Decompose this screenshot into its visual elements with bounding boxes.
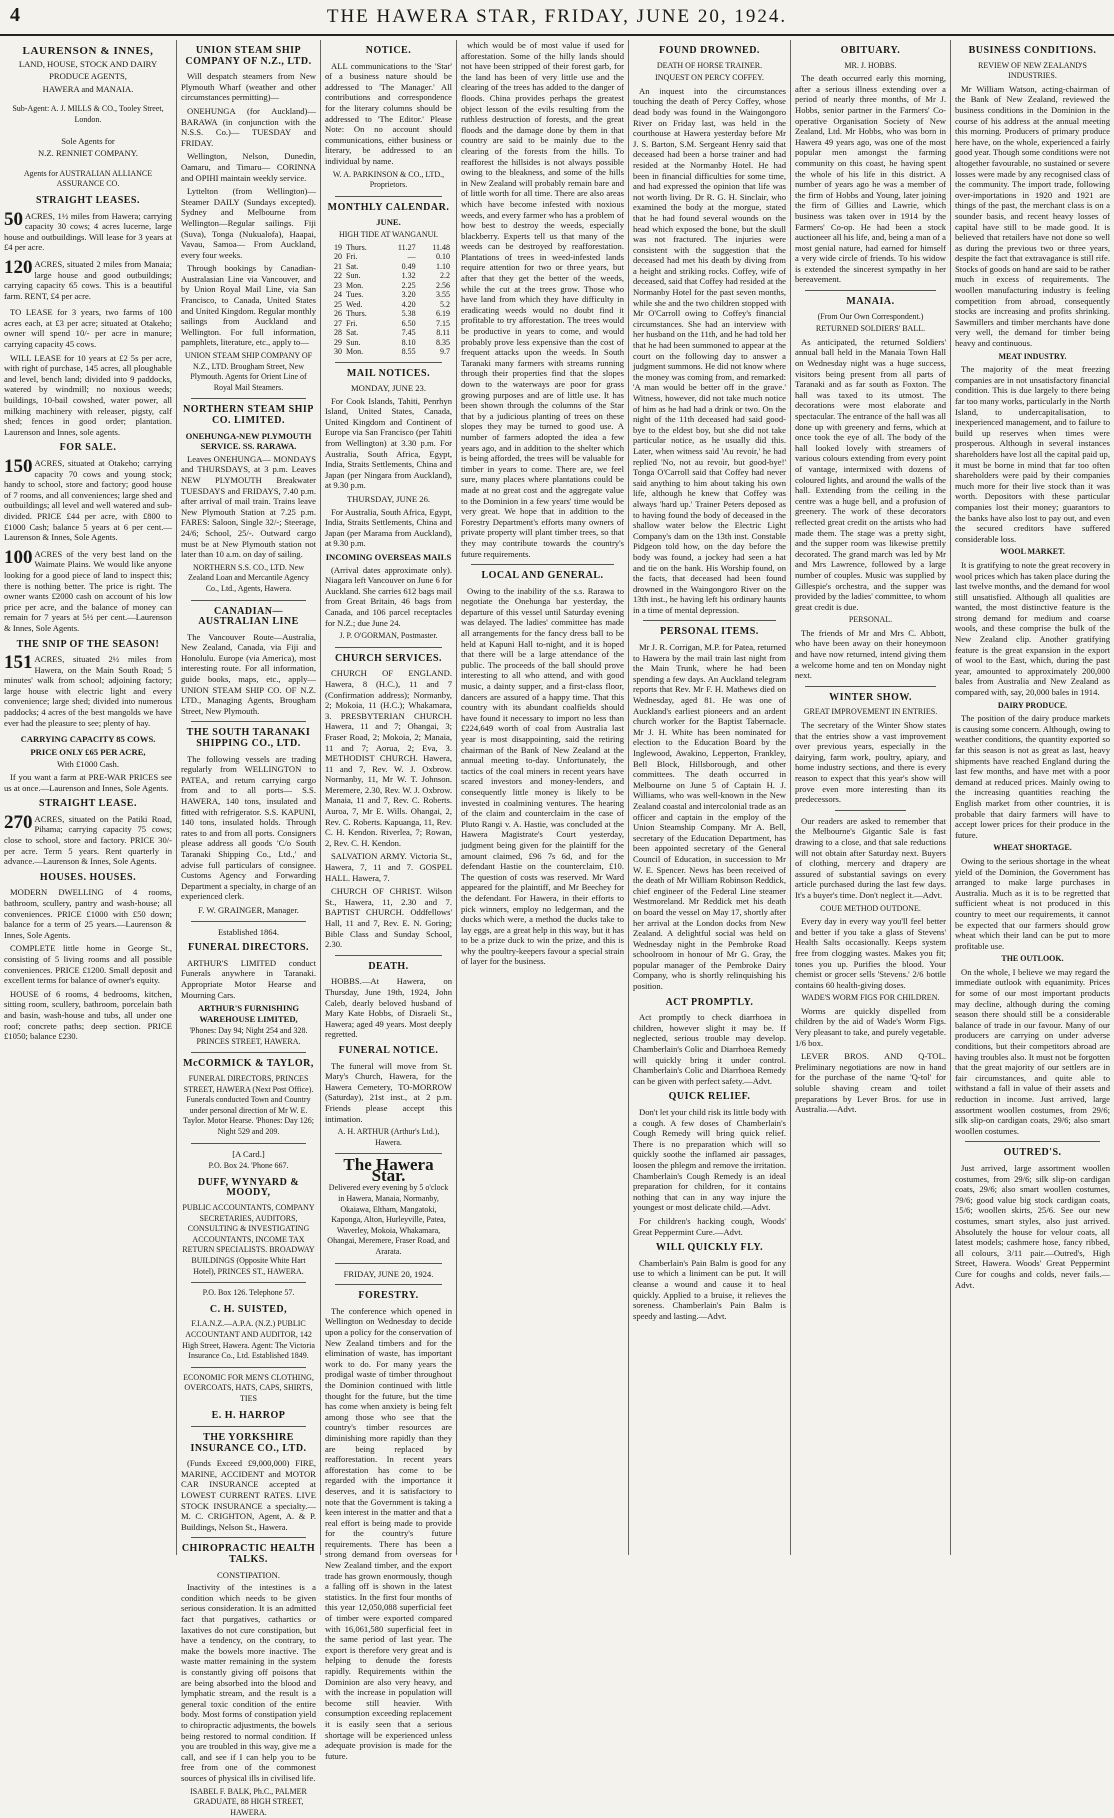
listing-145-acres: WILL LEASE for 10 years at £2 5s per acre, with right of purchase, 145 acres, all ploughable and level, bench land; divided into 9 paddocks, watered by windmill; no noxious weeds; buildings, 10-bail cowshed, water power, all milking machinery with releaser, pigsty, calf shed; fences in good order; plantation. Laurenson and Innes, sole agents.: [4, 353, 172, 438]
found-drowned-sub2: INQUEST ON PERCY COFFEY.: [633, 73, 786, 84]
divider: [335, 955, 442, 956]
tide-row: [325, 290, 452, 300]
quick-relief-body: Don't let your child risk its little body with a cough. A few doses of Chamberlain's Cough Remedy will bring quick relief. There is no preparation which will so quickly soothe the inflamed air passages, loosen the phlegm and remove the irritation. Chamberlain's Cough Remedy is an ideal preparation for children, for it contains nothing that can in any way injure the youngest or most delicate child.—Advt.: [633, 1107, 786, 1213]
tide-cell: Thurs.: [344, 243, 383, 253]
business-conditions-sub: REVIEW OF NEW ZEALAND'S INDUSTRIES.: [955, 61, 1110, 82]
chiro-sign: ISABEL F. BALK, Ph.C., PALMER GRADUATE, 88 HIGH STREET, HAWERA.: [181, 1787, 316, 1818]
chiro-heading: CHIROPRACTIC HEALTH TALKS.: [181, 1544, 316, 1565]
straight-lease-heading: STRAIGHT LEASE.: [4, 799, 172, 810]
tide-cell: Tues.: [344, 290, 383, 300]
usc-body: Will despatch steamers from New Plymouth Wharf (weather and other circumstances permitting)—: [181, 71, 316, 103]
houses-heading: HOUSES. HOUSES.: [4, 873, 172, 884]
business-conditions-body: Mr William Watson, acting-chairman of the Bank of New Zealand, reviewed the business conditions in the Dominion in the course of his address at the annual meeting this morning. Producers of primary produce here have, on the whole, experienced a fairly good year. Though some conditions were not altogether favourable, no sustained or severe losses were made by any recognised class of the community. The import trade, following over-importations in 1920 and 1921 are things of the past, the merchant class is on a sounder basis, and recent heavy losses of capital have still to be made good. It is believed that retailers have not done so well as during the previous two or three years, despite the fact that extravagance is still rife. Stocks of goods on hand are said to be rather much in excess of requirements. The woollen manufacturing industry is feeling competition from abroad, consequently stocks are increasing and profits shrinking. Sawmillers and timber merchants have done very well, the demand for timber being heavy and continuous.: [955, 84, 1110, 349]
quick-relief-heading: QUICK RELIEF.: [633, 1092, 786, 1103]
manaia-personal-heading: PERSONAL.: [795, 615, 946, 626]
harrop-heading: ECONOMIC FOR MEN'S CLOTHING, OVERCOATS, HATS, CAPS, SHIRTS, TIES: [181, 1373, 316, 1405]
notice-heading: NOTICE.: [325, 46, 452, 57]
column-2: [176, 40, 320, 1555]
house-listing-1: MODERN DWELLING of 4 rooms, bathroom, scullery, pantry and wash-house; all conveniences. PRICE £1000 with £50 down; balance for a term of 25 years.—Laurenson & Innes, Sole Agents.: [4, 887, 172, 940]
tide-cell: 6.19: [418, 309, 452, 319]
tide-cell: 20: [325, 252, 344, 262]
arthurs-warehouse: ARTHUR'S FURNISHING WAREHOUSE LIMITED,: [181, 1003, 316, 1024]
house-listing-2: COMPLETE little home in George St., consisting of 5 living rooms and all possible conveniences. PRICE £1200. Small deposit and excellent terms for balance of owner's equity.: [4, 943, 172, 985]
duff-wynyard-body: PUBLIC ACCOUNTANTS, COMPANY SECRETARIES, AUDITORS, CONSULTING & INVESTIGATING ACCOUNTANTS, INCOME TAX RETURN SPECIALISTS. BROADWAY BUILDINGS (Opposite White Hart Hotel), PRINCES ST., HAWERA.: [181, 1203, 316, 1277]
mail-heading: MAIL NOTICES.: [325, 369, 452, 380]
mail-monday-body: For Cook Islands, Tahiti, Penrhyn Island, United States, Canada, United Kingdom and Continent of Europe via San Francisco (per Tahiti from Wellington) at 3.30 p.m. For Australia, South Africa, Egypt, India, Straits Settlements, China and Japan (per Ningara from Auckland), at 9.30 p.m.: [325, 396, 452, 491]
divider: [335, 1284, 442, 1285]
wool-heading: WOOL MARKET.: [955, 547, 1110, 558]
tide-cell: 21: [325, 262, 344, 272]
outlook-heading: THE OUTLOOK.: [955, 954, 1110, 965]
sole-agents: Sole Agents for: [4, 136, 172, 147]
sub-agents: Sub-Agent: A. J. MILLS & CO., Tooley Street, London.: [4, 104, 172, 125]
will-quickly-fly-heading: WILL QUICKLY FLY.: [633, 1243, 786, 1254]
tide-cell: 8.10: [383, 338, 417, 348]
funeral-directors-heading: FUNERAL DIRECTORS.: [181, 943, 316, 954]
divider: [191, 721, 306, 722]
laurenson-line-3: HAWERA and MANAIA.: [4, 84, 172, 95]
prewar-prices: If you want a farm at PRE-WAR PRICES see us at once.—Laurenson and Innes, Sole Agents.: [4, 772, 172, 793]
listing-270-acres: 270 ACRES, situated on the Patiki Road, Pihama; carrying capacity 75 cows; close to school, store and factory. PRICE 30/- per acre. Term 5 years. Rent quarterly in advance.—Laurenson & Innes, Sole Agents.: [4, 814, 172, 867]
column-4: [456, 40, 628, 1555]
local-general-body: Owing to the inability of the s.s. Rarawa to negotiate the Onehunga bar yesterday, the departure of this vessel until Saturday evening was delayed. The ladies' committee has made all arrangements for the fancy dress ball to be held at Kapuni Hall to-night, and it is hoped that there will be a large attendance of the public. The proceeds of the ball should prove interesting to all who attend, and with good music, a dainty supper, and a first-class floor, dancers are assured of a happy time. That this country with its abundant coalfields should have found it necessary to import no less than £224,649 worth of coal from Australia last year is most disappointing, said the retiring chairman of the Bank of New Zealand at the annual meeting to-day. Unfortunately, the tactics of the coal miners in recent years have scared investors and money-lenders, and consequently little money is likely to be invested in coalmining ventures. The hearing of the claim and counterclaim in the case of Pluto Rangi v. A. Hastie, was concluded at the Hawera Magistrate's Court yesterday, judgment being given for the plaintiff for the amount claimed, £96 7s 6d, and for the defendant Hastie on the counterclaim, £10. The question of costs was reserved. Mr Ward appeared for the plaintiff, and Mr Beechey for the defendant. For Hawera, in their efforts to pick winners, employ no ledgerman, and the ducks which were, a method the ducks take to lay eggs, are a great help in this way, but it has to be a prize duck to win the prize, and this is why the poultry-keepers favour a special strain of layer for the business.: [461, 586, 624, 967]
tide-cell: 8.35: [418, 338, 452, 348]
divider: [191, 398, 306, 399]
tide-cell: 9.7: [418, 347, 452, 357]
tide-cell: 2.56: [418, 281, 452, 291]
tide-row: [325, 243, 452, 253]
nss-sub: ONEHUNGA-NEW PLYMOUTH SERVICE. SS. RARAWA.: [181, 431, 316, 452]
divider: [805, 290, 936, 291]
tide-cell: Sat.: [344, 328, 383, 338]
column-1: [0, 40, 176, 1555]
masthead: [0, 0, 1114, 36]
obituary-sub: MR. J. HOBBS.: [795, 61, 946, 72]
tide-cell: 27: [325, 319, 344, 329]
tide-cell: 0.49: [383, 262, 417, 272]
suisted-body: F.I.A.N.Z.—A.P.A. (N.Z.) PUBLIC ACCOUNTANT AND AUDITOR, 142 High Street, Hawera. Agent: The Victoria Insurance Co., Ltd. Established 1849.: [181, 1319, 316, 1361]
outlook-body: On the whole, I believe we may regard the immediate outlook with equanimity. Prices for some of our most important products may decline, although during the coming season there should still be a considerable balance of trade in our favour. Many of our producers are carrying on under adverse conditions, but their competitors abroad are having troubles also. It must not be forgotten that the great majority of our settlers are in fair circumstances, and quite able to withstand a fall in value of their assets and reduction in income. Just arrived, large assortment woollen costumes, from 29/6; silk slip-on cardigan coats, 29/6; also smart woollen costumes.: [955, 967, 1110, 1137]
column-5: [628, 40, 790, 1555]
tide-row: [325, 300, 452, 310]
price-only: PRICE ONLY £65 PER ACRE,: [4, 747, 172, 758]
divider: [191, 1282, 306, 1283]
act-promptly-heading: ACT PROMPTLY.: [633, 998, 786, 1009]
tide-cell: Thurs.: [344, 309, 383, 319]
tide-cell: 4.20: [383, 300, 417, 310]
calendar-tide-heading: HIGH TIDE AT WANGANUI.: [325, 230, 452, 241]
meat-body: The majority of the meat freezing companies are in not unsatisfactory financial condition. This is due largely to there being far too many works, particularly in the North Island, to undercapitalisation, to inexperienced management, and to failure to build up reserves when times were prosperous. Although in several instances shareholders have lost all the capital paid up, it must be borne in mind that far too often shareholders were paid by their companies much more for their live stock than it was worth. Depositors with these particular companies lost their money; guarantors to the banks have also lost to pay out, and even the secured creditors have suffered considerable loss.: [955, 364, 1110, 544]
tide-cell: 11.48: [418, 243, 452, 253]
alliance-agents: Agents for AUSTRALIAN ALLIANCE ASSURANCE CO.: [4, 169, 172, 190]
winter-show-sub: GREAT IMPROVEMENT IN ENTRIES.: [795, 707, 946, 718]
divider: [965, 1141, 1100, 1142]
divider: [835, 810, 906, 811]
tide-row: [325, 319, 452, 329]
arthurs-body: ARTHUR'S LIMITED conduct Funerals anywhere in Taranaki. Appropriate Motor Hearse and Mourning Cars.: [181, 958, 316, 1000]
local-general-heading: LOCAL AND GENERAL.: [461, 571, 624, 582]
rennet-company: N.Z. RENNIET COMPANY.: [4, 148, 172, 159]
incoming-heading: INCOMING OVERSEAS MAILS: [325, 552, 452, 563]
po-box-126: P.O. Box 126. Telephone 57.: [181, 1288, 316, 1299]
manaia-heading: MANAIA.: [795, 297, 946, 308]
will-quickly-fly-body: Chamberlain's Pain Balm is good for any use to which a liniment can be put. It will cleanse a wound and cause it to heal quickly. Applied to a bruise, it relieves the soreness. Chamberlain's Pain Balm is speedy and lasting.—Advt.: [633, 1258, 786, 1322]
tide-cell: 25: [325, 300, 344, 310]
incoming-sign: J. P. O'GORMAN, Postmaster.: [325, 631, 452, 642]
usc-sign: UNION STEAM SHIP COMPANY OF N.Z., LTD. Brougham Street, New Plymouth. Agents for Orient Line of Royal Mail Steamers.: [181, 351, 316, 393]
church-of-christ: CHURCH OF CHRIST. Wilson St., Hawera, 11, 2.30 and 7. BAPTIST CHURCH. Oddfellows' Hall, 11 and 7, Rev. E. N. Goring; Bible Class and Sunday School, 2.30.: [325, 886, 452, 950]
divider: [191, 921, 306, 922]
notice-body: ALL communications to the 'Star' of a business nature should be addressed to 'The Manager.' All contributions and correspondence for the literary columns should be addressed to 'The Editor.' Please Note: On no account should communications, either business or literary, be addressed to an individual by name.: [325, 61, 452, 167]
yorkshire-body: (Funds Exceed £9,000,000) FIRE, MARINE, ACCIDENT and MOTOR CAR INSURANCE accepted at LOWEST CURRENT RATES. LIVE STOCK INSURANCE a specialty.— M. C. CRIGHTON, Agent, A. & P. Buildings, Nelson St., Hawera.: [181, 1458, 316, 1532]
wheat-heading: WHEAT SHORTAGE.: [955, 843, 1110, 854]
chiro-sub: CONSTIPATION.: [181, 1570, 316, 1581]
notice-sign: W. A. PARKINSON & CO., LTD., Proprietors.: [325, 170, 452, 191]
tide-cell: 3.20: [383, 290, 417, 300]
tide-cell: 1.10: [418, 262, 452, 272]
carrying-capacity: CARRYING CAPACITY 85 COWS.: [4, 734, 172, 745]
outreds-heading: OUTRED'S.: [955, 1148, 1110, 1159]
established: Established 1864.: [181, 927, 316, 938]
usc-through: Through bookings by Canadian-Australasian Line via Vancouver, and by Union Royal Mail Line, via San Francisco, to Canada, United States and United Kingdom. Regular monthly sailings from Auckland and Wellington. For full information, pamphlets, literature, etc., apply to—: [181, 263, 316, 348]
mccormick-title: McCORMICK & TAYLOR,: [181, 1059, 316, 1070]
church-heading: CHURCH SERVICES.: [325, 654, 452, 665]
tide-cell: 5.2: [418, 300, 452, 310]
laurenson-title: LAURENSON & INNES,: [4, 46, 172, 57]
south-taranaki-sign: F. W. GRAINGER, Manager.: [181, 905, 316, 916]
usc-onehunga: ONEHUNGA (for Auckland)— BARAWA (in conjunction with the N.S.S. Co.)— TUESDAY and FRIDAY.: [181, 106, 316, 148]
calendar-month: JUNE.: [325, 217, 452, 228]
funeral-notice-body: The funeral will move from St. Mary's Church, Hawera, for the Hawera Cemetery, TO-MORROW (Saturday), 21st inst., at 2 p.m. Friends please accept this intimation.: [325, 1061, 452, 1125]
tide-cell: 6.50: [383, 319, 417, 329]
mccormick-body: FUNERAL DIRECTORS, PRINCES STREET, HAWERA (Next Post Office). Funerals conducted Town and Country under personal direction of Mr W. E. Taylor. Motor Hearse. 'Phones: Day 126; Night 529 and 209.: [181, 1074, 316, 1138]
tide-cell: 3.55: [418, 290, 452, 300]
funeral-notice-heading: FUNERAL NOTICE.: [325, 1046, 452, 1057]
incoming-body: (Arrival dates approximate only). Niagara left Vancouver on June 6 for Auckland. She carries 612 bags mail from Great Britain, 46 bags from Canada, and 106 parcel receptacles for N.Z.; due June 24.: [325, 565, 452, 629]
personal-items-body: Mr J. R. Corrigan, M.P. for Patea, returned to Hawera by the mail train last night from the Main Trunk, where he had been spending a few days. An Auckland telegram reports that Rev. Mr F. H. Mathews died on Wednesday, aged 81. He was one of Auckland's earliest pioneers and an ardent church worker for the Baptist Tabernacle. Mr J. H. White has been nominated for election to the Education Board by the Inglewood, Awakino, Lepperton, Frankley, Bell Block, Hillsborough, and other committees. The death occurred in Melbourne on June 5 of Captain H. J. Williams, who was well-known in the New Zealand coastal and intercolonial trade as an officer and captain in the employ of the Union Steamship Company. Mr A. Bell, secretary of the Education Department, has been appointed secretary of the General Council of Education, in succession to Mr W. E. Spencer. News has been received of the death of Mr William Robinson Reddick, chief engineer of the Federal Line steamer Westmoreland. Mr Reddick met his death on board the vessel on May 17, shortly after her arrival at the London docks from New Zealand. A delightful social was held on Wednesday night in the Pembroke Road schoolroom in honour of Mr G. Gray, the popular manager of the Pembroke Dairy Company, who is shortly relinquishing his position.: [633, 642, 786, 992]
canadian-body: The Vancouver Route—Australia, New Zealand, Canada, via Fiji and Honolulu. Europe (via America), most interesting route. For all information, guide books, maps, etc., apply— UNION STEAM SHIP CO. OF N.Z. LTD., Managing Agents, Brougham Street, New Plymouth.: [181, 632, 316, 717]
church-body: CHURCH OF ENGLAND. Hawera, 8 (H.C.), 11 and 7 (Confirmation address); Normanby, 2; Mokoia, 11 (H.C.); Whakamara, 3. PRESBYTERIAN CHURCH. Hawera, 11 and 7; Ohangai, 3; Fraser Road, 2; Mokoia, 2; Manaia, 11 and 7; Aorua, 2; Eva, 3. METHODIST CHURCH. Hawera, 11 and 7, Rev. W. J. Oxbrow. Normanby, 11, Mr W. T. Johnson. Meremere, 2.30, Rev. W. J. Oxbrow. Manaia, 11 and 7, Rev. C. Roberts. Auroa, 7, Mr E. Wills. Ohangai, 2, Rev. C. Roberts. Kapuanga, 11, Rev. C. H. Kendon. Riverlea, 7; Rowan, 2, Rev. C. H. Kendon.: [325, 668, 452, 848]
manaia-correspondent: (From Our Own Correspondent.): [795, 312, 946, 323]
a-card: [A Card.]: [181, 1149, 316, 1160]
melbourne-sale-advert: Our readers are asked to remember that the Melbourne's Gigantic Sale is fast drawing to a close, and that sale reductions will not obtain after Saturday next. Buyers of clothing, mercery and drapery are assured of substantial savings on every article purchased during the last few days. It's a buyer's time. Don't neglect it.—Advt.: [795, 816, 946, 901]
tide-cell: Sun.: [344, 338, 383, 348]
arthurs-phones: 'Phones: Day 94; Night 254 and 328. PRINCES STREET, HAWERA.: [181, 1026, 316, 1047]
tide-cell: Fri.: [344, 319, 383, 329]
newspaper-title: THE HAWERA STAR, FRIDAY, JUNE 20, 1924.: [0, 6, 1114, 28]
funeral-notice-sign: A. H. ARTHUR (Arthur's Ltd.), Hawera.: [325, 1127, 452, 1148]
tide-cell: Mon.: [344, 347, 383, 357]
wade-heading: WADE'S WORM FIGS FOR CHILDREN.: [795, 993, 946, 1004]
manaia-body: As anticipated, the returned Soldiers' annual ball held in the Manaia Town Hall on Wednesday night was a huge success, visitors being present from all parts of Taranaki and as far south as Foxton. The hall was taxed to its utmost. The decorations were most elaborate and spectacular. The entrance of the hall was all done up with greenery and ferns, which at once took the eye of all. The body of the hall looked lovely with streamers of various colours extending from every point of vantage, intermixed with dozens of coloured lights, and around the walls of the hall. Extending from the ceiling in the centre was a huge bell, and a profusion of greenery. The work of these decorators reflected great credit on the artists who had made them. The stage was a pretty sight, and the supper room was likewise prettily decorated. The grand march was led by Mr and Mrs Lawrence, followed by a large number of couples. Music was supplied by Gillespie's orchestra, and the supper was provided by the ladies' committee, to whom great credit is due.: [795, 337, 946, 612]
usc-title: UNION STEAM SHIP COMPANY OF N.Z., LTD.: [181, 46, 316, 67]
tide-cell: Sun.: [344, 271, 383, 281]
mail-thursday: THURSDAY, JUNE 26.: [325, 494, 452, 505]
divider: [335, 196, 442, 197]
act-promptly-body: Act promptly to check diarrhoea in children, however slight it may be. If neglected, serious trouble may develop. Chamberlain's Colic and Diarrhoea Remedy will quickly bring it under control. Chamberlain's Colic and Diarrhoea Remedy can be given with perfect safety.—Advt.: [633, 1012, 786, 1086]
editorial-date: FRIDAY, JUNE 20, 1924.: [325, 1269, 452, 1280]
divider: [643, 620, 776, 621]
tide-cell: 23: [325, 281, 344, 291]
listing-120-acres: 120 ACRES, situated 2 miles from Manaia; large house and good outbuildings; carrying capacity 65 cows. This is a beautiful farm. RENT, £4 per acre.: [4, 259, 172, 301]
tide-cell: 0.10: [418, 252, 452, 262]
salvation-army: SALVATION ARMY. Victoria St., Hawera, 7, 11 and 7. GOSPEL HALL. Hawera, 7.: [325, 851, 452, 883]
woods-advert: For children's hacking cough, Woods' Great Peppermint Cure.—Advt.: [633, 1216, 786, 1237]
business-conditions-heading: BUSINESS CONDITIONS.: [955, 46, 1110, 57]
tide-cell: 2.25: [383, 281, 417, 291]
manaia-ball-heading: RETURNED SOLDIERS' BALL.: [795, 324, 946, 335]
laurenson-line-2: PRODUCE AGENTS,: [4, 71, 172, 82]
outreds-body: Just arrived, large assortment woollen costumes, from 29/6; silk slip-on cardigan coats, 29/6; also smart woollen costumes, 79/6; good value big stock cardigan coats, 15/6; woollen skirts, 25/6. See our new costumes, smart styles, also just arrived. Absolutely the house for velour coats, all latest models; cashmere hose, fancy ribbed, all colours, 3/11 pair.—Outred's, High Street, Hawera. Woods' Great Peppermint Cure for coughs and colds, never fails.—Advt.: [955, 1163, 1110, 1290]
dairy-body: The position of the dairy produce markets is causing some concern. Although, owing to weather conditions, the quantity exported so far this season is not as great as last, heavy shipments have reached England during the last few months, and have met with a poor demand at reduced prices. Mainly owing to the increasing quantities reaching the English market from other countries, it is probable that dairy farmers will have to accept lower prices for their produce in the future.: [955, 713, 1110, 840]
south-taranaki-body: The following vessels are trading regularly from WELLINGTON to PATEA, and return carrying cargo from and to all ports— S.S. HAWERA, 140 tons, insulated and fitted with refrigerator. S.S. KAPUNI, 140 tons, insulated holds. Through rates to and from all ports. Consigners please address all goods 'C/o South Taranaki Shipping Co., Ltd.,' and advise full particulars of consignee. Customs Agency and Forwarding Department a specialty, in charge of an experienced clerk.: [181, 754, 316, 902]
column-7: [950, 40, 1114, 1555]
nss-title: NORTHERN STEAM SHIP CO. LIMITED.: [181, 405, 316, 426]
dairy-heading: DAIRY PRODUCE.: [955, 701, 1110, 712]
tide-cell: Mon.: [344, 281, 383, 291]
for-sale-heading: FOR SALE.: [4, 443, 172, 454]
tide-cell: 29: [325, 338, 344, 348]
straight-leases-heading: STRAIGHT LEASES.: [4, 196, 172, 207]
wheat-body: Owing to the serious shortage in the wheat yield of the Dominion, the Government has arranged to make large purchases in Australia. Much as it is to be regretted that sufficient wheat is not produced in this country to meet our requirements, it cannot be expected that our farmers should grow wheat which their land can be put to more profitable use.: [955, 856, 1110, 951]
column-3: [320, 40, 456, 1555]
po-box-24: P.O. Box 24. 'Phone 667.: [181, 1161, 316, 1172]
tide-row: [325, 252, 452, 262]
nss-body: Leaves ONEHUNGA— MONDAYS and THURSDAYS, at 3 p.m. Leaves NEW PLYMOUTH Breakwater TUESDAYS and FRIDAYS, 7.40 p.m. after arrival of mail train. Trains leave New Plymouth Station at 7.25 p.m. FARES: Saloon, Single 32/-; Steerage, 24/6; School, 25/-. Outward cargo must be at New Plymouth station not later than 10 a.m. on day of sailing.: [181, 454, 316, 560]
tide-cell: 5.38: [383, 309, 417, 319]
snip-heading: THE SNIP OF THE SEASON!: [4, 640, 172, 651]
divider: [471, 564, 614, 565]
divider: [805, 686, 936, 687]
tide-row: [325, 309, 452, 319]
divider: [191, 1426, 306, 1427]
divider: [335, 647, 442, 648]
mail-thursday-body: For Australia, South Africa, Egypt, India, Straits Settlements, China and Japan (per Marama from Auckland), at 9.30 p.m.: [325, 507, 452, 549]
meat-heading: MEAT INDUSTRY.: [955, 352, 1110, 363]
tide-cell: 11.27: [383, 243, 417, 253]
tide-cell: Fri.: [344, 252, 383, 262]
tide-cell: 7.15: [418, 319, 452, 329]
obituary-body: The death occurred early this morning, after a serious illness extending over a period of nearly three months, of Mr J. Hobbs, senior partner in the Farmers' Co-operative Organisation Society of New Zealand, Ltd. Mr Hobbs, who was born in Hawera 49 years ago, was one of the most popular men amongst the farming community on this coast, he having spent the whole of his life in this district. A number of years ago he was a member of the firm of Hobbs and Young, later joining the firm of Gillies and Lawrie, which business was taken over in 1914 by the Farmers' Co-op. He had been a stock auctioneer all his life, and, being a man of a most genial nature, had earned for himself a very wide circle of friends. To his widow is extended the sincerest sympathy in her bereavement.: [795, 73, 946, 285]
manaia-personal-body: The friends of Mr and Mrs C. Abbott, who have been away on their honeymoon and have now returned, intend giving them a welcome home and ten on Monday night next.: [795, 628, 946, 681]
yorkshire-title: THE YORKSHIRE INSURANCE CO., LTD.: [181, 1433, 316, 1454]
mail-monday: MONDAY, JUNE 23.: [325, 383, 452, 394]
listing-50-acres: 50 ACRES, 1½ miles from Hawera; carrying capacity 30 cows; 4 acres lucerne, large house and outbuildings. Will lease for 3 years at £4 per acre.: [4, 211, 172, 253]
divider: [335, 1153, 442, 1154]
tide-cell: 1.32: [383, 271, 417, 281]
tide-cell: 26: [325, 309, 344, 319]
tide-cell: 30: [325, 347, 344, 357]
coue-heading: COUE METHOD OUTDONE.: [795, 904, 946, 915]
harrop-title: E. H. HARROP: [181, 1411, 316, 1422]
usc-wellington: Wellington, Nelson, Dunedin, Oamaru, and Timaru— CORINNA and OPIHI maintain weekly service.: [181, 151, 316, 183]
suisted-title: C. H. SUISTED,: [181, 1305, 316, 1316]
divider: [191, 600, 306, 601]
tide-row: [325, 338, 452, 348]
wool-body: It is gratifying to note the great recovery in wool prices which has taken place during the last twelve months, and the demand for wool still unsatisfied. Although all qualities are wanted, the most distinctive feature is the strong demand for medium and coarse wools, and these comprise the bulk of the New Zealand clip. Another gratifying feature is the great expansion in the export of wool to the East, which, during the past year, amounted to approximately 200,000 bales from Australia and New Zealand as compared with, say, 20,000 bales in 1914.: [955, 560, 1110, 698]
nss-sign: NORTHERN S.S. CO., LTD. New Zealand Loan and Mercantile Agency Co., Ltd., Agents, Hawera.: [181, 563, 316, 595]
south-taranaki-title: THE SOUTH TARANAKI SHIPPING CO., LTD.: [181, 728, 316, 749]
lever-bros-advert: LEVER BROS. AND Q-TOL. Preliminary negotiations are now in hand for the purchase of the name 'Q-tol' for soluble shaving cream and toilet preparations by Lever Bros. for use in Australia.—Advt.: [795, 1051, 946, 1115]
found-drowned-sub: DEATH OF HORSE TRAINER.: [633, 61, 786, 72]
winter-show-body: The secretary of the Winter Show states that the entries show a vast improvement over previous years, especially in the dairying, farm work, poultry, apiary, and home industry sections, and there is every reason to expect that this year's show will prove even more interesting than its predecessors.: [795, 720, 946, 805]
tide-cell: 8.55: [383, 347, 417, 357]
hawera-star-masthead: The Hawera Star.: [325, 1160, 452, 1181]
tide-row: [325, 271, 452, 281]
with-cash: With £1000 Cash.: [4, 759, 172, 770]
tide-row: [325, 347, 452, 357]
winter-show-heading: WINTER SHOW.: [795, 693, 946, 704]
divider: [191, 1537, 306, 1538]
divider: [335, 362, 442, 363]
tide-cell: —: [383, 252, 417, 262]
tide-cell: Sat.: [344, 262, 383, 272]
tide-row: [325, 328, 452, 338]
forestry-continued: which would be of most value if used for afforestation. Some of the hilly lands should not have been stripped of their forest garb, for the land has been of very little use and the clearing of the trees has added to the danger of floods. China provides perhaps the greatest object lesson of the evils resulting from the ruthless destruction of forests, and the great floods and the damage done by them in that country are said to be mainly due to the clearing of the forests from the hills. To reafforest the hillsides is not always possible owing to the bleakness, and some of the hills in New Zealand will probably remain bare and of little worth for all time. There are also areas which have become infested with noxious weeds, and every farmer who has a problem of how best to destroy the weeds, especially blackberry. Experts tell us that many of the weeds can be destroyed by reafforestation. Plantations of trees in weed-infested lands require attention for two or three years, but after that they get the better of the weeds, while the cut at the trees grow. Those who have land from which they have difficulty in eradicating weeds would no doubt find it profitable to try afforestation. The trees would be productive in years to come, and would probably prove less expensive than the cost of frequent attacks upon the weeds. In South Taranaki many farmers with streams running through their properties find that the slopes down to the waterways are poor for grass growing purposes and are of little use. It has been shown through the columns of the Star that by a judicious planting of trees on these slopes they may be turned to good use. A number of farmers adopted the idea a few years ago, and in addition to the shelter which is being afforded, the trees will be valuable for timber in years to come. There are, we feel sure, many places where plantations could be made at no great cost and the aggregate value to the Dominion in a few years' time would be very great. We hope that in addition to the Forestry Department's efforts many owners of private property will plant timber trees, so that they may contribute towards the country's future requirements.: [461, 40, 624, 559]
house-listing-3: HOUSE of 6 rooms, 4 bedrooms, kitchen, sitting room, scullery, bathroom, porcelain bath and basin, wash-house and tubs, all under one roof; concrete paths; deep section. PRICE £1050; balance £230.: [4, 989, 172, 1042]
usc-lyttelton: Lyttelton (from Wellington)— Steamer DAILY (Sundays excepted). Sydney and Melbourne from Wellington—Regular sailings. Fiji (Suva), Tonga (Nukualofa), Haapai, Vavau, Samoa— From Auckland, every four weeks.: [181, 186, 316, 260]
duff-wynyard-title: DUFF, WYNYARD & MOODY,: [181, 1178, 316, 1199]
tide-cell: Wed.: [344, 300, 383, 310]
divider: [335, 1263, 442, 1264]
forestry-body: The conference which opened in Wellington on Wednesday to decide upon a policy for the conservation of New Zealand timbers and for the elimination of waste, has important work to do. For many years the prodigal waste of timber throughout the Dominion continued with little thought for the future, but the time has come when anxiety is being felt among those who see that the country's timber resources are diminishing more rapidly than they are being replaced by reafforestation. In recent years afforestation has come to be regarded with the importance it deserves, and it is satisfactory to note that the Government is taking a keen interest in the matter and that a real effort is being made to provide for the country's future requirements. There has been a strong demand from overseas for New Zealand timber, and the export trade has grown enormously, though a falling off is shown in the latest statistics. In the first four months of this year 12,050,088 superficial feet of timber were exported compared with 16,061,580 superficial feet in the same period of last year. The export is therefore very great and is helping to denude the forests rapidly. Requirements within the Dominion are also very heavy, and with the increase in population will become still heavier. With consumption exceeding replacement it is easily seen that a serious shortage will be experienced unless adequate provision is made for the future.: [325, 1306, 452, 1762]
personal-items-heading: PERSONAL ITEMS.: [633, 627, 786, 638]
tide-table: [325, 243, 452, 357]
calendar-heading: MONTHLY CALENDAR.: [325, 203, 452, 214]
tide-cell: 24: [325, 290, 344, 300]
obituary-heading: OBITUARY.: [795, 46, 946, 57]
tide-row: [325, 281, 452, 291]
canadian-title: CANADIAN—AUSTRALIAN LINE: [181, 607, 316, 628]
tide-cell: 7.45: [383, 328, 417, 338]
wade-body: Worms are quickly dispelled from children by the aid of Wade's Worm Figs. Very pleasant to take, and purely vegetable. 1/6 box.: [795, 1006, 946, 1048]
tide-cell: 2.2: [418, 271, 452, 281]
listing-100-acres: 100 ACRES of the very best land on the Waimate Plains. We would like anyone looking for a good piece of land to inspect this; there is nothing better. The price is right. The owner wants £2000 cash on account of his low price per acre, and the balance of money can remain for 7 years at 5½ per cent.—Laurenson & Innes, Sole Agents.: [4, 549, 172, 634]
tide-cell: 8.11: [418, 328, 452, 338]
chiro-body: Inactivity of the intestines is a condition which needs to be given serious consideration. It is an admitted fact that purgatives, cathartics or laxatives do not cure constipation, but have a tendency, on the contrary, to make the bowels more inactive. The waste matter remaining in the system is constantly giving off poisons that are being absorbed into the blood and lymphatic stream, and the result is a general toxic condition of the entire body. Most forms of constipation yield to chiropractic adjustments, the bowels being restored to normal condition. If you are troubled in this way, give me a call, and see if I can help you to be free from one of the commonest sources of physical ills in civilised life.: [181, 1582, 316, 1783]
found-drowned-body: An inquest into the circumstances touching the death of Percy Coffey, whose dead body was found in the Waingongoro River on Friday last, was held in the courthouse at Hawera yesterday before Mr J. S. Barton, S.M. Sergeant Henry said that deceased had been a horse trainer and had resided at the Normanby Hotel. He had been in financial difficulties for some time, and had expressed the opinion that life was not worth living. Dr R. G. H. Sinclair, who examined the body at the morgue, stated that he had found several wounds on the head which exposed the bone, but the skull was not fractured. The injuries were consistent with the suggestion that the deceased had met his death by diving from a height and striking rocks. Coffey, wife of deceased, said that Coffey had resided at the Normanby Hotel for the past seven months, while she and the two children stopped with Mr O'Carroll owing to Coffey's financial circumstances. She had an interview with her husband on the 11th, and he had told her that he had been summoned to appear at the court on the following day to answer a judgment summons. He did not know where the money was coming from, and remarked: 'A man would be better off in the grave.' Witness, however, did not take much notice of him as he had had a drink or two. On the night of the 11th deceased had said good-bye to the eldest boy, but she did not take particular notice, as he usually did this. Later, when witness said 'Au revoir,' he had replied 'No, not au revoir, but good-bye!' Tonga O'Carroll said that Coffey had never said anything to him about taking his own life, although he knew that Coffey was always 'hard up.' Trainer Peters deposed as to having found the body of deceased in the shallow water below the Electric Light Company's dam on the 13th inst. Constable Pidgeon told how, on the day before the body was found, a jockey had seen a hat and tie on the bank. His Worship found, on the facts, that deceased had been found drowned in the Waingongoro River on the 13th inst., he having left his ordinary haunts in a time of mental depression.: [633, 86, 786, 616]
forestry-heading: FORESTRY.: [325, 1291, 452, 1302]
tide-row: [325, 262, 452, 272]
death-heading: DEATH.: [325, 962, 452, 973]
divider: [191, 1367, 306, 1368]
listing-two-farms: TO LEASE for 3 years, two farms of 100 acres each, at £3 per acre; situated at Otakeho; owner will spend 10/- per acre in manure; carrying capacity 45 cows.: [4, 307, 172, 349]
coue-body: Every day in every way you'll feel better and better if you take a glass of Stevens' Health Salts occasionally. Keeps system free from clogging wastes. Makes you fit; tones you up. Purifies the blood. Your chemist or grocer sells 'Stevens.' 2/6 bottle contains 60 health-giving doses.: [795, 916, 946, 990]
divider: [191, 1143, 306, 1144]
laurenson-line-1: LAND, HOUSE, STOCK AND DAIRY: [4, 59, 172, 70]
divider: [191, 1052, 306, 1053]
found-drowned-heading: FOUND DROWNED.: [633, 46, 786, 57]
delivery-notice: Delivered every evening by 5 o'clock in Hawera, Manaia, Normanby, Okaiawa, Eltham, Mangatoki, Kaponga, Alton, Hurleyville, Patea, Waverley, Mokoia, Whakamara, Ohangai, Meremere, Fraser Road, and Ararata.: [325, 1183, 452, 1257]
listing-151-acres: 151 ACRES, situated 2½ miles from Hawera, on the Main South Road; 5 minutes' walk from school; adjoining factory; large house with electric light and every convenience; large shed; divided into numerous paddocks; 4 acres of the best mangolds we have ever had the pleasure to see; plenty of hay.: [4, 654, 172, 728]
tide-cell: 28: [325, 328, 344, 338]
tide-cell: 22: [325, 271, 344, 281]
column-6: [790, 40, 950, 1555]
listing-150-acres: 150 ACRES, situated at Otakeho; carrying capacity 70 cows and young stock; handy to school, store and factory; good house of 7 rooms, and all conveniences; large shed and outbuildings; all level and well watered and sub-divided. PRICE £44 per acre, with £800 to £1000 Cash; balance 5 years at 6 per cent.—Laurenson & Innes, Sole Agents.: [4, 458, 172, 543]
page-number: 4: [10, 4, 20, 27]
tide-cell: 19: [325, 243, 344, 253]
death-body: HOBBS.—At Hawera, on Thursday, June 19th, 1924, John Caleb, dearly beloved husband of Mary Kate Hobbs, of Disraeli St., Hawera; aged 49 years. Most deeply regretted.: [325, 976, 452, 1040]
